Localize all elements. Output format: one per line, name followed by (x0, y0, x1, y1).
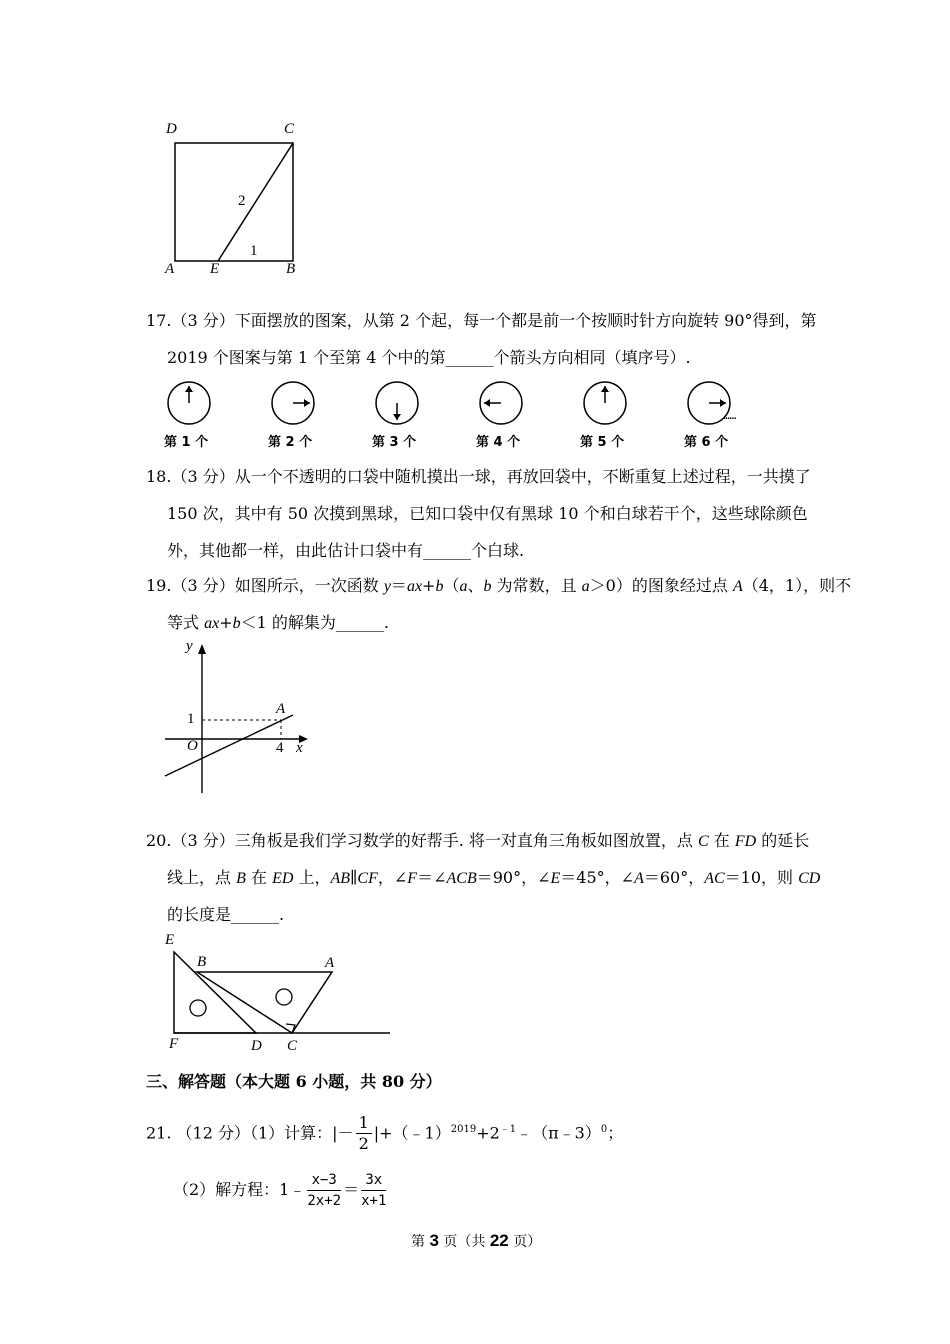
label-a: A (325, 955, 335, 971)
label-x: x (296, 740, 303, 756)
triangle-abc (197, 972, 332, 1033)
arrow-circle-3 (376, 382, 418, 424)
q20-line2: 线上，点 B 在 ED 上，AB∥CF，∠F＝∠ACB＝90°，∠E＝45°，∠A＝60°，AC＝10，则 CD (167, 868, 821, 887)
arrow-sequence (160, 378, 780, 448)
caption-1: 第 1 个 (164, 435, 209, 450)
fraction-right: $\frac{3x}{x+1}$ (361, 1172, 387, 1209)
section-heading: 三、解答题（本大题 6 小题，共 80 分） (146, 1072, 442, 1091)
label-a: A (165, 261, 175, 277)
label-origin: O (187, 738, 198, 754)
arrowhead-icon (185, 386, 193, 392)
figure-triangles (160, 930, 400, 1060)
label-c: C (284, 121, 295, 137)
label-b: B (286, 261, 296, 277)
label-d: D (166, 121, 177, 137)
q19-line2: 等式 ax+b＜1 的解集为______. (167, 613, 389, 632)
arrowhead-icon (393, 414, 401, 420)
figure-graph (160, 638, 320, 798)
q18-line1: 18.（3 分）从一个不透明的口袋中随机摸出一球，再放回袋中，不断重复上述过程，一共摸了 (146, 467, 811, 486)
label-point-a: A (276, 701, 286, 717)
q17-line2: 2019 个图案与第 1 个至第 4 个中的第______个箭头方向相同（填序号）. (167, 348, 691, 367)
caption-5: 第 5 个 (580, 435, 625, 450)
function-line (165, 715, 293, 776)
fraction-left: $\frac{x-3}{2x+2}$ (307, 1172, 342, 1209)
caption-4: 第 4 个 (476, 435, 521, 450)
label-y: y (186, 638, 193, 654)
q20-line3: 的长度是______. (167, 905, 285, 924)
linear-function-graph (160, 638, 320, 798)
square-abcd (175, 143, 293, 261)
ellipsis: …… (723, 409, 737, 422)
arrowhead-icon (601, 386, 609, 392)
hole-circle-left (190, 1000, 206, 1016)
label-e: E (210, 261, 220, 277)
fraction-half: $\frac{1}{2}$ (356, 1113, 372, 1154)
label-c: C (287, 1038, 298, 1054)
q18-line2: 150 次，其中有 50 次摸到黑球，已知口袋中仅有黑球 10 个和白球若干个，这些球除颜色 (167, 504, 808, 523)
arrowhead-icon (304, 399, 310, 407)
label-angle-2: 2 (238, 193, 246, 209)
label-d: D (251, 1038, 262, 1054)
q20-line1: 20.（3 分）三角板是我们学习数学的好帮手. 将一对直角三角板如图放置，点 C 在 FD 的延长 (146, 831, 810, 850)
caption-6: 第 6 个 (684, 435, 729, 450)
caption-3: 第 3 个 (372, 435, 417, 450)
q18-line3: 外，其他都一样，由此估计口袋中有______个白球. (167, 541, 525, 560)
label-angle-1: 1 (250, 243, 258, 259)
arrow-circle-4 (480, 382, 522, 424)
y-axis-arrow (198, 644, 206, 654)
arrowhead-icon (484, 399, 490, 407)
triangle-def (174, 952, 256, 1033)
label-tick-4: 4 (276, 740, 284, 756)
q21-line1: 21. （12 分）（1）计算：|－ $\frac{1}{2}$ $|+(﹣1)^{2019}+2^{﹣1}﹣(\pi﹣3)^0$； (146, 1113, 624, 1154)
q19-line1: 19.（3 分）如图所示，一次函数 y＝ax+b（a、b 为常数，且 a＞0）的图象经过点 A（4，1），则不 (146, 576, 852, 595)
q21-line2: （2）解方程：1﹣ $\frac{x-3}{2x+2}$ ＝ $\frac{3x}{x+1}$ (173, 1172, 387, 1209)
arrow-circle-1 (168, 382, 210, 424)
label-b: B (197, 954, 207, 970)
arrow-circles (160, 378, 780, 428)
label-f: F (169, 1036, 179, 1052)
arrow-circle-5 (584, 382, 626, 424)
triangle-set-diagram (160, 930, 400, 1060)
arrowhead-icon (720, 399, 726, 407)
arrow-circle-2 (272, 382, 314, 424)
hole-circle-right (276, 989, 292, 1005)
label-tick-1: 1 (187, 711, 195, 727)
q17-line1: 17.（3 分）下面摆放的图案，从第 2 个起，每一个都是前一个按顺时针方向旋转 90°得到，第 (146, 311, 817, 330)
figure-square (160, 118, 320, 288)
page-footer: 第 3 页（共 22 页） (411, 1231, 542, 1250)
caption-2: 第 2 个 (268, 435, 313, 450)
label-e: E (165, 932, 175, 948)
